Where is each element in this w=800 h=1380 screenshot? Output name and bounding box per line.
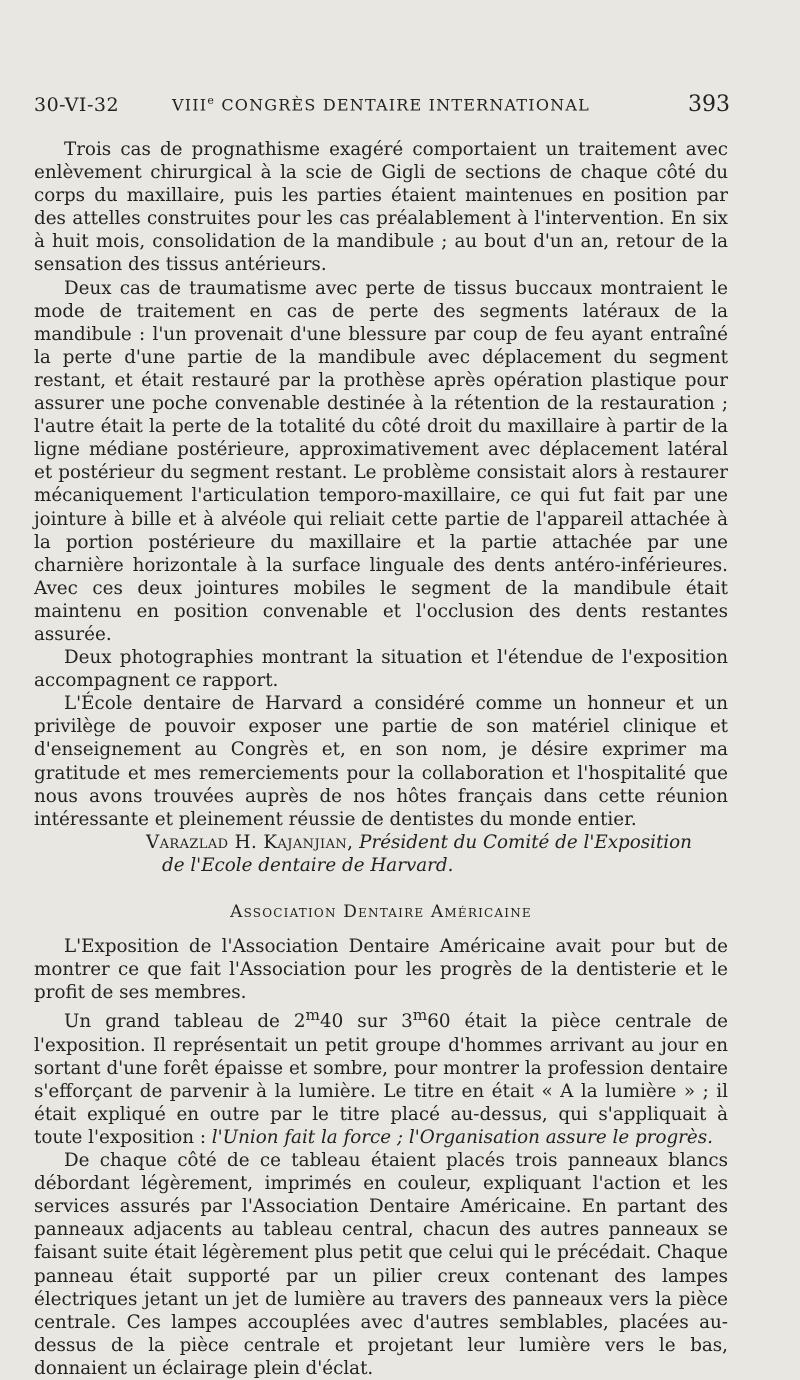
paragraph-tableau: Un grand tableau de 2$^m$40 sur 3$^m$60 était la pièce centrale de l'exposition. Il représentait un petit groupe d'hommes arrivant au jour en sortant d'une forêt épaisse et sombre, pour montrer la profession dentaire s'efforçant de parvenir à la lumière. Le titre en était « A la lumière » ; il était expliqué en outre par le titre placé au-dessus, qui s'appliquait à toute l'exposition : l'Union fait la force ; l'Organisation assure le progrès.	[34, 1006, 728, 1148]
paragraph-prognathisme: Trois cas de prognathisme exagéré comportaient un traitement avec enlèvement chirurgical à la scie de Gigli de sections de chaque côté du corps du maxillaire, puis les parties étaient maintenues en position par des attelles construites pour les cas préalablement à l'intervention. En six à huit mois, consolidation de la mandibule ; au bout d'un an, retour de la sensation des tissus antérieurs.	[34, 139, 728, 276]
paragraph-panneaux: De chaque côté de ce tableau étaient placés trois panneaux blancs débordant légèrement, imprimés en couleur, expliquant l'action et les services assurés par l'Association Dentaire Américaine. En partant des panneaux adjacents au tableau central, chacun des autres panneaux se faisant suite était légèrement plus petit que celui qui le précédait. Chaque panneau était supporté par un pilier creux contenant des lampes électriques jetant un jet de lumière au travers des panneaux vers la pièce centrale. Ces lampes accouplées avec d'autres semblables, placées au-dessus de la pièce centrale et projetant leur lumière vers le bas, donnaient un éclairage plein d'éclat.	[34, 1150, 728, 1379]
motto: l'Union fait la force ; l'Organisation assure le progrès.	[211, 1126, 713, 1148]
body-text	[34, 138, 728, 1380]
page-number: 393	[688, 92, 730, 117]
signature-title-line2: de l'Ecole dentaire de Harvard.	[162, 854, 454, 876]
header-date: 30-VI-32	[34, 94, 120, 116]
paragraph-ada-intro: L'Exposition de l'Association Dentaire Américaine avait pour but de montrer ce que fait l'Association pour les progrès de la dentisterie et le profit de ses membres.	[34, 936, 728, 1004]
header-title: VIIIe CONGRÈS DENTAIRE INTERNATIONAL	[172, 94, 590, 115]
signature-title: Président du Comité de l'Exposition	[353, 831, 692, 853]
paragraph-traumatisme: Deux cas de traumatisme avec perte de tissus buccaux montraient le mode de traitement en cas de perte des segments latéraux de la mandibule : l'un provenait d'une blessure par coup de feu ayant entraîné la perte d'une partie de la mandibule avec déplacement du segment restant, et était restauré par la prothèse après opération plastique pour assurer une poche convenable destinée à la rétention de la restauration ; l'autre était la perte de la totalité du côté droit du maxillaire à partir de la ligne médiane postérieure, approximativement avec déplacement latéral et postérieur du segment restant. Le problème consistait alors à restaurer mécaniquement l'articulation temporo-maxillaire, ce qui fut fait par une jointure à bille et à alvéole qui reliait cette partie de l'appareil attachée à la portion postérieure du maxillaire et la partie attachée par une charnière horizontale à la surface linguale des dents antéro-inférieures. Avec ces deux jointures mobiles le segment de la mandibule était maintenu en position convenable et l'occlusion des dents restantes assurée.	[34, 277, 728, 645]
signature-name: Varazlad H. Kajanjian,	[146, 831, 354, 853]
paragraph-harvard: L'École dentaire de Harvard a considéré comme un honneur et un privilège de pouvoir exposer une partie de son matériel clinique et d'enseignement au Congrès et, en son nom, je désire exprimer ma gratitude et mes remerciements pour la collaboration et l'hospitalité que nous avons trouvées auprès de nos hôtes français dans cette réunion intéressante et pleinement réussie de dentistes du monde entier.	[34, 693, 728, 830]
signature	[34, 831, 728, 877]
running-header	[34, 90, 730, 120]
paragraph-photographies: Deux photographies montrant la situation et l'étendue de l'exposition accompagnent ce rapport.	[34, 647, 728, 692]
section-heading: Association Dentaire Américaine	[230, 902, 532, 922]
